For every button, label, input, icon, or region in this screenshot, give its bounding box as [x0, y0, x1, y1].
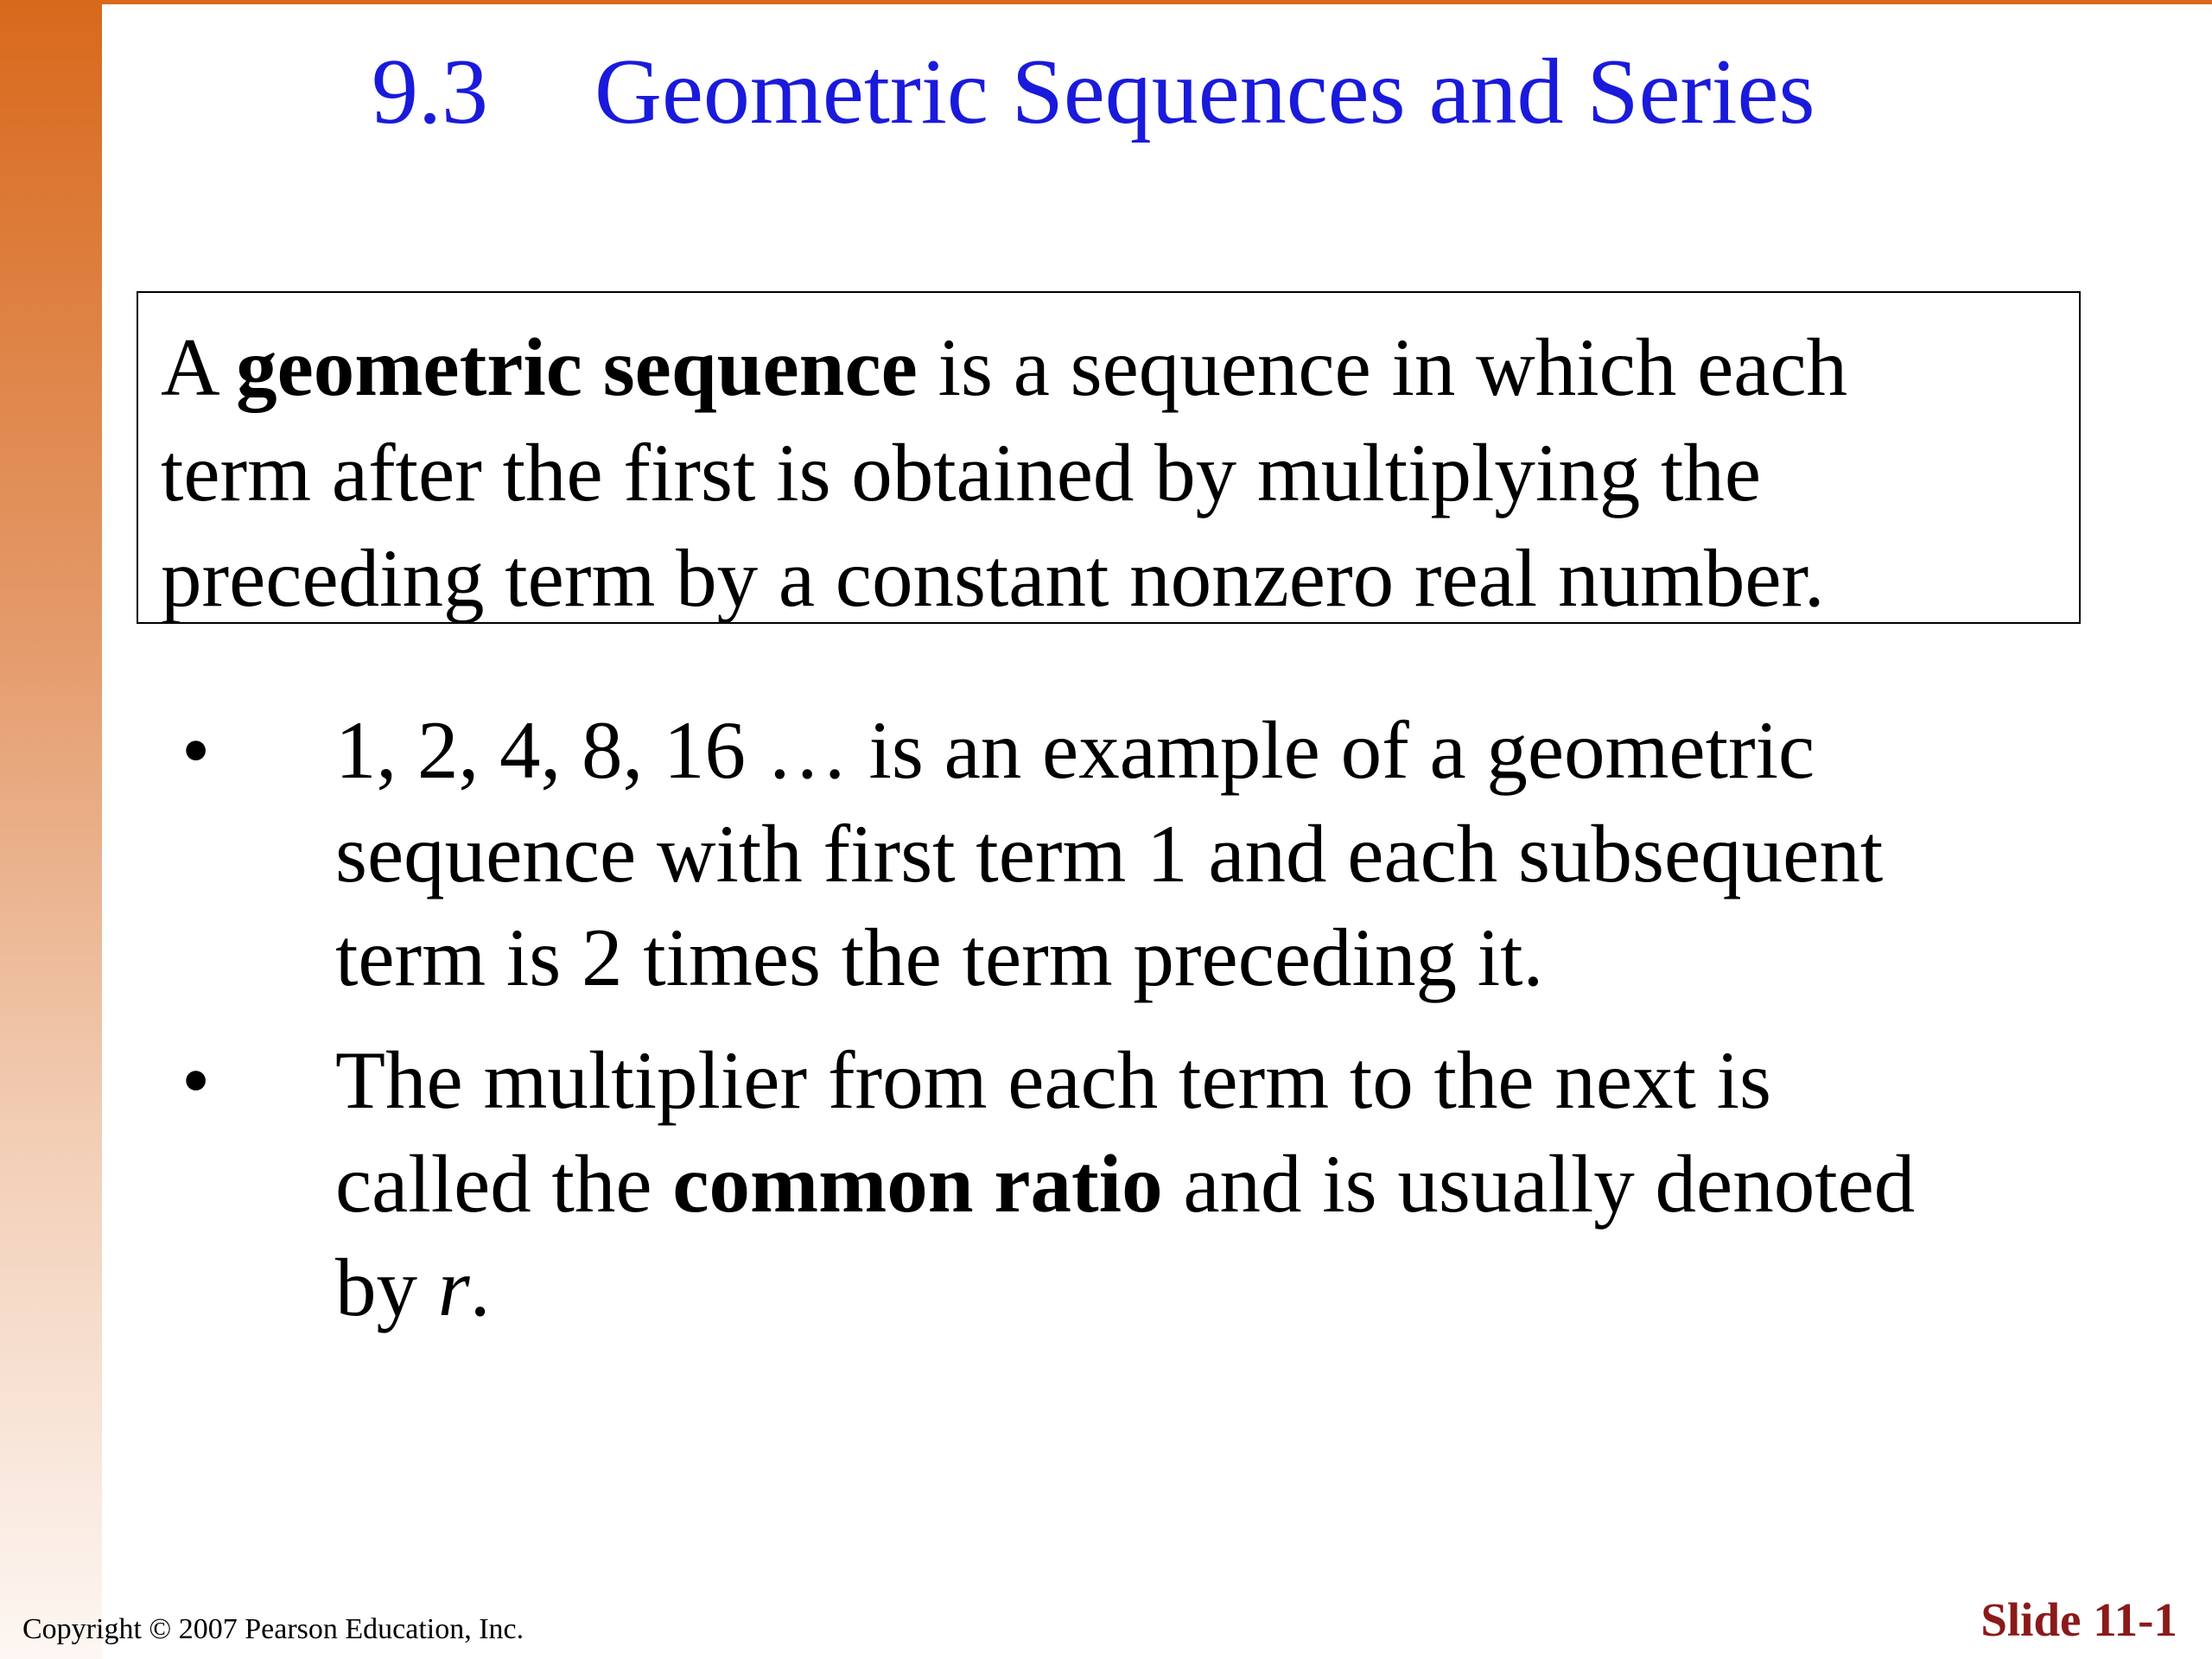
bullet-item-example — [181, 698, 2126, 1009]
definition-box — [137, 291, 2081, 624]
definition-line-1 — [161, 315, 2079, 420]
bullet-2-line-3-prefix: by — [335, 1242, 438, 1333]
bullet-item-common-ratio — [181, 1028, 2126, 1339]
section-title: Geometric Sequences and Series — [594, 41, 1815, 143]
bullet-2-line-3-suffix: . — [469, 1242, 491, 1333]
bullet-2-line-2-prefix: called the — [335, 1138, 673, 1230]
bullet-list — [181, 698, 2126, 1339]
bullet-1-line-3: term is 2 times the term preceding it. — [335, 912, 1544, 1003]
bullet-1-line-1: 1, 2, 4, 8, 16 … is an example of a geometric — [335, 704, 1815, 796]
term-common-ratio: common ratio — [672, 1138, 1163, 1230]
definition-prefix: A — [161, 321, 237, 413]
bullet-2-line-2-suffix: and is usually denoted — [1162, 1138, 1916, 1230]
bullet-1-line-2: sequence with first term 1 and each subsequent — [335, 808, 1884, 899]
copyright-notice: Copyright © 2007 Pearson Education, Inc. — [22, 1613, 524, 1645]
slide-title — [372, 36, 2013, 149]
bullet-icon: • — [181, 1034, 211, 1126]
bullet-2-line-3 — [335, 1236, 2126, 1339]
definition-line-1-rest: is a sequence in which each — [917, 321, 1848, 413]
decorative-top-rule — [102, 0, 2212, 4]
slide-number: Slide 11-1 — [1980, 1593, 2177, 1646]
definition-line-3: preceding term by a constant nonzero real number. — [161, 532, 1825, 624]
section-number: 9.3 — [372, 41, 488, 143]
bullet-icon: • — [181, 704, 211, 796]
definition-line-2: term after the first is obtained by multiplying the — [161, 427, 1762, 518]
term-geometric-sequence: geometric sequence — [236, 321, 918, 413]
bullet-2-line-1: The multiplier from each term to the next is — [335, 1034, 1771, 1126]
ratio-symbol: r — [437, 1242, 470, 1333]
bullet-2-line-2 — [335, 1132, 2126, 1236]
decorative-side-bar — [0, 0, 102, 1659]
